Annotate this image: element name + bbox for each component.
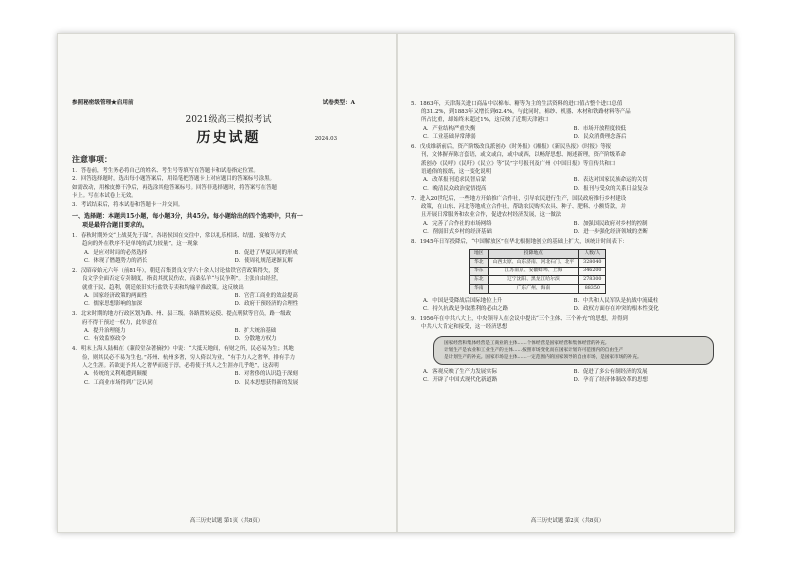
- note-line: 1．答卷前，考生务必将自己的姓名、考生号等填写在答题卡和试卷指定位置。: [72, 168, 259, 174]
- question-stem: 9．1956年在中共八大上，中央领导人在会议中提出“三个主体、三个补充”的思想，并得到: [411, 315, 628, 322]
- exam-page-1: [58, 34, 395, 532]
- option-grid: [411, 125, 724, 142]
- section-title-line: 项是最符合题目要求的。: [82, 222, 149, 230]
- option-grid: [411, 176, 724, 193]
- subject-title: 历史试题: [196, 130, 261, 146]
- page-header: [72, 98, 385, 106]
- option-b: B．促进了华夏认同的形成: [234, 249, 298, 256]
- section-title: [72, 212, 385, 231]
- table-cell: 华东: [470, 267, 489, 276]
- exam-page-2: [399, 34, 735, 532]
- option-a: A．国家经济政策的两面性: [84, 293, 148, 300]
- option-b: B．加强国民政府对乡村的控制: [573, 220, 648, 227]
- option-grid: [411, 368, 724, 385]
- question-3: [72, 310, 385, 344]
- option-grid: [72, 327, 385, 344]
- table-row: [470, 267, 606, 276]
- question-stem: 所占比重，却始终未超过1%，这反映了近期天津港口: [421, 117, 549, 124]
- table-row: [470, 276, 606, 285]
- question-stem: 6．戊戌维新前后，资产阶级改良派创办《时务报》《湘报》《新民丛报》《时报》等报: [411, 143, 612, 150]
- table-header-cell: 人数/人: [579, 250, 606, 259]
- question-stem: 政策，在山东、河北等地成立合作社，帮助农民购买农具、种子、肥料、小额贷款，并: [421, 204, 626, 210]
- confidentiality-label: 参照秘密级管理★启用前: [72, 100, 134, 106]
- option-a: A．完善了合作社的市场网络: [423, 220, 492, 227]
- option-c: C．工业基础异常薄弱: [423, 134, 476, 140]
- question-stem: 良文学全面否定专卖制度，指责其扰民伤农，而桑弘羊“与民争利”。主张自由经营，: [82, 276, 282, 283]
- table-cell: 278300: [579, 276, 606, 285]
- option-grid: [72, 292, 385, 309]
- option-b: B．中共和人民军队是抗战中流砥柱: [573, 297, 659, 304]
- option-grid: [411, 220, 724, 237]
- table-cell: 广东广州、海南: [488, 285, 579, 294]
- option-a: A．传统的义利观遭到颠覆: [84, 371, 148, 378]
- notes-title: 注意事项：: [72, 154, 112, 164]
- question-stem: 5．1863年，天津海关进口商品中以棉布、糖等为主的生活资料的进口值占整个进口总值: [411, 100, 623, 107]
- question-stem: 1．春秋时期外交“上战莫先于谋”。各诸侯国在交往中，常以礼乐相谈、结盟、宴飨等方式: [72, 232, 286, 239]
- quote-line: 计划生产是农业和工业生产的主体……按照市场变化而在国家计划许可范围内的自由生产: [444, 347, 624, 353]
- question-stem: 派创办《民呼》《民吁》《民立》等“民”字号报刊及广州《中国日报》等宣传共和口: [421, 160, 616, 167]
- notes-list: [72, 167, 385, 209]
- option-b: B．市场开放程度较低: [573, 125, 626, 132]
- option-a: A．中国是受降战后国际地位上升: [423, 297, 503, 304]
- question-6: [411, 143, 724, 193]
- option-d: D．使周礼规范逐渐瓦解: [234, 258, 293, 265]
- question-stem: 的31.2%，到1883年又增长到62.4%，与此同时，棉纱、机器、木材和铁路材料等产品: [421, 108, 631, 115]
- option-c: C．儒家思想影响的加深: [84, 301, 143, 308]
- question-stem: 府不得干预过一权力，此举意在: [82, 319, 158, 326]
- question-stem: 8．1945年日军投降后，“中国解放区”在华北根据地创立的基础上扩大，该统计时间表下：: [411, 239, 628, 245]
- section-title-line: 一、选择题：本题共15小题，每小题3分，共45分。每小题给出的四个选项中，只有一: [72, 212, 303, 220]
- table-cell: 华北: [470, 259, 489, 268]
- note-line: 2．回答选择题时，选出每小题答案后，用铅笔把答题卡上对应题目的答案标号涂黑。: [72, 176, 275, 183]
- question-stem: 人之生涯。若欲更予其人之奢华而返于淳，必将使于其人之生涯亦几乎绝”，这表明: [82, 363, 279, 370]
- option-d: D．民本思想获得新的发展: [234, 379, 299, 386]
- question-stem: 2．汉昭帝始元六年（前81年），朝廷召集贤良文学六十余人讨论盐铁官营政策得失，贤: [72, 267, 280, 274]
- option-b: B．促进了多公有制经济的发展: [573, 368, 648, 375]
- table-cell: 辽宁沈阳、黑龙江哈尔滨: [488, 276, 579, 285]
- option-b: B．对奢侈的认识趋于深刻: [234, 371, 298, 378]
- option-c: C．开辟了中国式现代化新道路: [423, 377, 498, 384]
- question-stem: 语通俗的报纸，这一变化说明: [421, 169, 492, 175]
- table-cell: 88350: [579, 285, 606, 294]
- option-a: A．客观反映了生产力发展实际: [423, 368, 497, 375]
- question-9: [411, 315, 724, 385]
- table-header-row: [470, 250, 606, 259]
- subject-row: [72, 127, 385, 147]
- option-d: D．进一步强化经济领域的垄断: [573, 229, 648, 236]
- quote-line: 是计划生产的补充。国家市场是主体……一定范围内的国家领导的自由市场，是国家市场的补充。: [444, 354, 642, 360]
- quote-line: 国家经营和集体经营是工商业的主体……个体经营是国家经营和集体经营的补充。: [444, 340, 610, 346]
- table-cell: 江苏南京、安徽蚌埠、上海: [488, 267, 579, 276]
- note-line: 卡上。写在本试卷上无效。: [72, 193, 137, 200]
- exam-title: 2021级高三模拟考试: [185, 115, 272, 125]
- page-footer: 高三历史试题 第1页（共8页）: [189, 518, 264, 524]
- option-d: D．分散地方权力: [234, 336, 277, 343]
- table-cell: 华南: [470, 285, 489, 294]
- note-line: 3．考试结束后，将本试卷和答题卡一并交回。: [72, 201, 184, 208]
- option-c: C．体现了僭越势力的消长: [84, 258, 148, 265]
- question-1: [72, 232, 385, 266]
- quoted-material-box: [433, 336, 714, 365]
- option-a: A．产业结构严重失衡: [423, 125, 476, 132]
- option-a: A．是应对时局的必然选择: [84, 249, 148, 256]
- table-cell: 山西太原、山东济南、河北石门、北平: [488, 259, 579, 268]
- option-b: B．表达对国家民族命运的关切: [573, 177, 648, 184]
- option-b: B．扩大统治基础: [234, 328, 277, 335]
- question-stem: 且开展日常服务和农业合作，促进农村经济发展，这一做法: [421, 212, 562, 219]
- question-8: [411, 238, 724, 313]
- table-header-cell: 地区: [470, 250, 489, 259]
- question-7: [411, 195, 724, 237]
- option-c: C．晚清民众政治觉悟提高: [423, 185, 487, 192]
- option-d: D．民众消费理念落后: [573, 134, 627, 140]
- option-c: C．有效监察政令: [84, 336, 126, 343]
- question-2: [72, 267, 385, 309]
- note-line: 如需改动，用橡皮擦干净后，再选涂其他答案标号。回答非选择题时，将答案写在答题: [72, 184, 277, 191]
- option-grid: [411, 297, 724, 314]
- question-5: [411, 100, 724, 142]
- question-stem: 俭，则其民必不易为生也。”苏州、杭州多奢，穷人倚以为业，“有手力人之奢华，排有手力: [82, 354, 296, 361]
- table-cell: 328040: [579, 259, 606, 268]
- question-stem: 7．进入20世纪后，一些地方开始推广合作社，引导农民进行生产，国民政府推行乡村建设: [411, 195, 627, 202]
- page-footer: 高三历史试题 第2页（共8页）: [530, 518, 605, 524]
- option-grid: [72, 370, 385, 387]
- option-c: C．削弱旧式乡村的经济基础: [423, 229, 492, 236]
- question-stem: 3．北宋时期的地方行政区划为路、州、县三级。各路置转运使、提点刑狱等官员，路一级政: [72, 311, 292, 318]
- option-d: D．政府干预经济的合理性: [234, 301, 299, 308]
- question-stem: 中共八大肯定和接受，这一经济思想: [421, 324, 508, 331]
- option-a: A．提升治理能力: [84, 328, 126, 335]
- exam-date: 2024.03: [314, 136, 337, 142]
- option-d: D．报刊与受众的关系日益复杂: [573, 185, 648, 192]
- option-d: D．孕育了经济体制改革的思想: [573, 377, 648, 384]
- scanned-exam-sheet: [57, 33, 735, 533]
- option-a: A．改革报刊追求民智启蒙: [423, 177, 487, 184]
- option-c: C．工商业市场得到广泛认同: [84, 379, 153, 386]
- question-4: [72, 345, 385, 387]
- question-stem: 4．明末上海人陆楫在《蒹葭堂杂著摘抄》中说：“大抵天地间，有财之所，民必易为生；其地: [72, 346, 294, 353]
- option-d: D．政权方面存在冲突的根本性变化: [573, 306, 659, 313]
- table-cell: 东北: [470, 276, 489, 285]
- surrender-table: [469, 249, 606, 293]
- question-stem: 趋向的外在秩序不是单纯的武力较量”，这一现象: [82, 241, 198, 248]
- table-header-cell: 投降地点: [488, 250, 579, 259]
- option-b: B．官营工商业的效益提高: [234, 293, 298, 300]
- option-grid: [72, 249, 385, 266]
- table-row: [470, 259, 606, 268]
- page-fold-divider: [396, 34, 398, 532]
- option-c: C．持久抗战是争取胜利的必由之路: [423, 306, 508, 313]
- question-stem: 就重于民、趋利，朝廷依旧实行盐铁专卖和均输平准政策。这反映出: [82, 284, 244, 291]
- exam-type-label: 试卷类型：A: [322, 100, 355, 106]
- question-stem: 刊，文体摒弃陈言套语，或文或白，或中或西，以畅舒思想、阐述新理，资产阶级革命: [421, 152, 626, 159]
- table-cell: 346200: [579, 267, 606, 276]
- table-row: [470, 285, 606, 294]
